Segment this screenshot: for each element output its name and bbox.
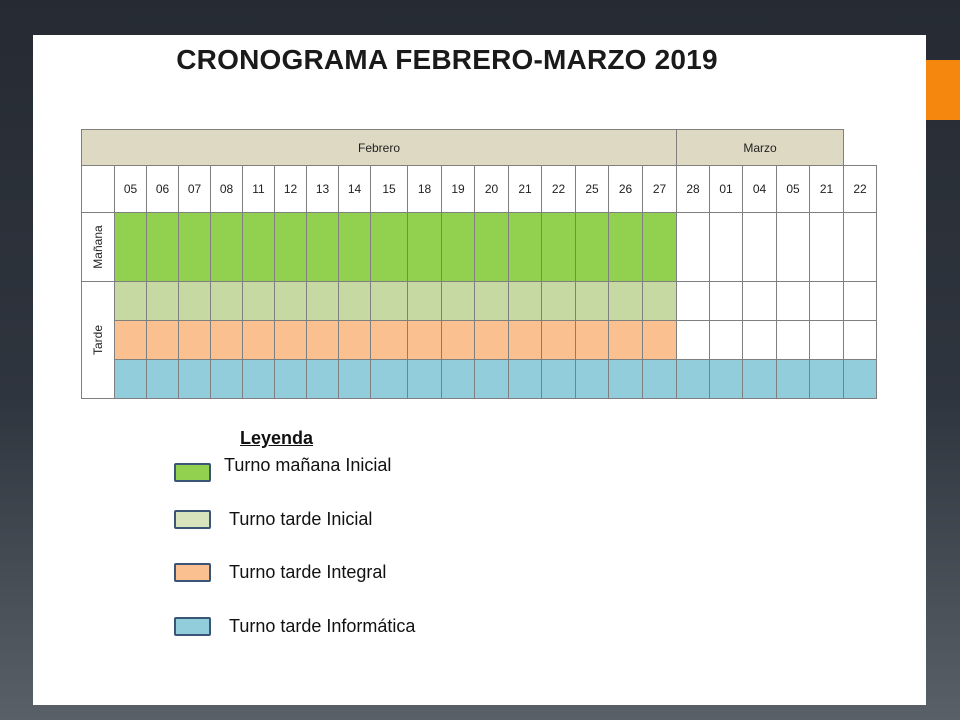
schedule-cell bbox=[179, 282, 211, 321]
schedule-cell bbox=[339, 321, 371, 360]
schedule-cell bbox=[844, 282, 877, 321]
schedule-cell bbox=[211, 360, 243, 399]
schedule-cell bbox=[710, 282, 743, 321]
legend-swatch-light-green bbox=[174, 510, 211, 529]
row-label-manana-text: Mañana bbox=[91, 225, 105, 269]
schedule-cell bbox=[371, 360, 408, 399]
day-header: 22 bbox=[542, 166, 576, 213]
schedule-cell bbox=[609, 360, 643, 399]
schedule-cell bbox=[442, 321, 475, 360]
legend-swatch-peach bbox=[174, 563, 211, 582]
schedule-cell bbox=[147, 321, 179, 360]
schedule-cell bbox=[408, 282, 442, 321]
day-header: 21 bbox=[810, 166, 844, 213]
row-tarde-integral bbox=[82, 321, 877, 360]
schedule-cell bbox=[307, 321, 339, 360]
schedule-cell bbox=[275, 282, 307, 321]
schedule-cell bbox=[677, 321, 710, 360]
schedule-cell bbox=[211, 321, 243, 360]
schedule-cell bbox=[147, 360, 179, 399]
schedule-cell bbox=[509, 213, 542, 282]
schedule-cell bbox=[844, 321, 877, 360]
schedule-cell bbox=[115, 282, 147, 321]
schedule-cell bbox=[307, 213, 339, 282]
schedule-cell bbox=[115, 321, 147, 360]
schedule-cell bbox=[115, 213, 147, 282]
schedule-cell bbox=[777, 282, 810, 321]
day-header: 05 bbox=[777, 166, 810, 213]
schedule-cell bbox=[542, 282, 576, 321]
schedule-cell bbox=[275, 321, 307, 360]
schedule-cell bbox=[243, 213, 275, 282]
schedule-cell bbox=[710, 360, 743, 399]
legend-swatch-blue bbox=[174, 617, 211, 636]
schedule-cell bbox=[243, 360, 275, 399]
schedule-cell bbox=[710, 213, 743, 282]
schedule-cell bbox=[677, 213, 710, 282]
schedule-cell bbox=[408, 360, 442, 399]
schedule-cell bbox=[275, 360, 307, 399]
row-tarde-informatica bbox=[82, 360, 877, 399]
schedule-cell bbox=[609, 282, 643, 321]
schedule-cell bbox=[475, 321, 509, 360]
schedule-cell bbox=[509, 282, 542, 321]
schedule-cell bbox=[643, 282, 677, 321]
day-header: 14 bbox=[339, 166, 371, 213]
schedule-cell bbox=[643, 321, 677, 360]
schedule-cell bbox=[743, 213, 777, 282]
row-tarde-inicial bbox=[82, 282, 877, 321]
schedule-cell bbox=[371, 321, 408, 360]
schedule-cell bbox=[743, 321, 777, 360]
slide bbox=[33, 35, 926, 705]
legend-title: Leyenda bbox=[240, 428, 314, 448]
day-header: 21 bbox=[509, 166, 542, 213]
schedule-cell bbox=[179, 321, 211, 360]
schedule-cell bbox=[576, 360, 609, 399]
schedule-cell bbox=[509, 360, 542, 399]
schedule-cell bbox=[243, 321, 275, 360]
schedule-cell bbox=[542, 360, 576, 399]
schedule-cell bbox=[542, 213, 576, 282]
schedule-cell bbox=[211, 282, 243, 321]
schedule-cell bbox=[371, 282, 408, 321]
schedule-cell bbox=[677, 360, 710, 399]
schedule-cell bbox=[475, 360, 509, 399]
day-header: 01 bbox=[710, 166, 743, 213]
schedule-cell bbox=[179, 213, 211, 282]
schedule-cell bbox=[371, 213, 408, 282]
legend-label: Turno mañana Inicial bbox=[224, 455, 392, 475]
schedule-cell bbox=[147, 213, 179, 282]
row-label-tarde bbox=[82, 282, 115, 399]
row-manana bbox=[82, 213, 877, 282]
schedule-cell bbox=[643, 213, 677, 282]
day-header: 06 bbox=[147, 166, 179, 213]
schedule-cell bbox=[609, 213, 643, 282]
legend-label: Turno tarde Inicial bbox=[229, 509, 373, 529]
orange-accent-bar bbox=[926, 60, 960, 120]
schedule-cell bbox=[442, 282, 475, 321]
schedule-cell bbox=[442, 360, 475, 399]
schedule-cell bbox=[810, 282, 844, 321]
day-header: 28 bbox=[677, 166, 710, 213]
day-header: 20 bbox=[475, 166, 509, 213]
schedule-cell bbox=[275, 213, 307, 282]
schedule-cell bbox=[810, 360, 844, 399]
corner-cell bbox=[82, 166, 115, 213]
schedule-cell bbox=[307, 282, 339, 321]
schedule-cell bbox=[576, 321, 609, 360]
schedule-cell bbox=[810, 321, 844, 360]
day-header: 11 bbox=[243, 166, 275, 213]
schedule-cell bbox=[643, 360, 677, 399]
day-header: 18 bbox=[408, 166, 442, 213]
schedule-cell bbox=[576, 213, 609, 282]
day-header: 25 bbox=[576, 166, 609, 213]
day-header: 22 bbox=[844, 166, 877, 213]
schedule-cell bbox=[576, 282, 609, 321]
schedule-cell bbox=[339, 360, 371, 399]
schedule-cell bbox=[147, 282, 179, 321]
legend-label: Turno tarde Integral bbox=[229, 562, 387, 582]
schedule-cell bbox=[408, 213, 442, 282]
schedule-cell bbox=[179, 360, 211, 399]
day-header-row bbox=[82, 166, 877, 213]
schedule-cell bbox=[777, 360, 810, 399]
day-header: 04 bbox=[743, 166, 777, 213]
schedule-cell bbox=[609, 321, 643, 360]
schedule-cell bbox=[307, 360, 339, 399]
schedule-cell bbox=[710, 321, 743, 360]
schedule-cell bbox=[475, 282, 509, 321]
row-label-manana bbox=[82, 213, 115, 282]
schedule-table bbox=[81, 129, 877, 399]
schedule-cell bbox=[844, 213, 877, 282]
month-header-march: Marzo bbox=[677, 130, 844, 166]
schedule-cell bbox=[339, 282, 371, 321]
day-header: 19 bbox=[442, 166, 475, 213]
day-header: 15 bbox=[371, 166, 408, 213]
schedule-cell bbox=[743, 360, 777, 399]
day-header: 26 bbox=[609, 166, 643, 213]
schedule-cell bbox=[211, 213, 243, 282]
legend-label: Turno tarde Informática bbox=[229, 616, 416, 636]
schedule-cell bbox=[777, 321, 810, 360]
day-header: 05 bbox=[115, 166, 147, 213]
schedule-cell bbox=[777, 213, 810, 282]
schedule-cell bbox=[339, 213, 371, 282]
schedule-cell bbox=[115, 360, 147, 399]
schedule-cell bbox=[442, 213, 475, 282]
schedule-cell bbox=[542, 321, 576, 360]
schedule-cell bbox=[844, 360, 877, 399]
month-header-row bbox=[82, 130, 877, 166]
day-header: 12 bbox=[275, 166, 307, 213]
day-header: 13 bbox=[307, 166, 339, 213]
month-header-februrary: Febrero bbox=[82, 130, 677, 166]
day-header: 07 bbox=[179, 166, 211, 213]
schedule-cell bbox=[810, 213, 844, 282]
page-title: CRONOGRAMA FEBRERO-MARZO 2019 bbox=[176, 44, 718, 75]
schedule-cell bbox=[475, 213, 509, 282]
legend-swatch-green bbox=[174, 463, 211, 482]
schedule-cell bbox=[408, 321, 442, 360]
row-label-tarde-text: Tarde bbox=[91, 324, 105, 356]
day-header: 08 bbox=[211, 166, 243, 213]
schedule-cell bbox=[243, 282, 275, 321]
schedule-cell bbox=[509, 321, 542, 360]
schedule-cell bbox=[743, 282, 777, 321]
schedule-cell bbox=[677, 282, 710, 321]
day-header: 27 bbox=[643, 166, 677, 213]
